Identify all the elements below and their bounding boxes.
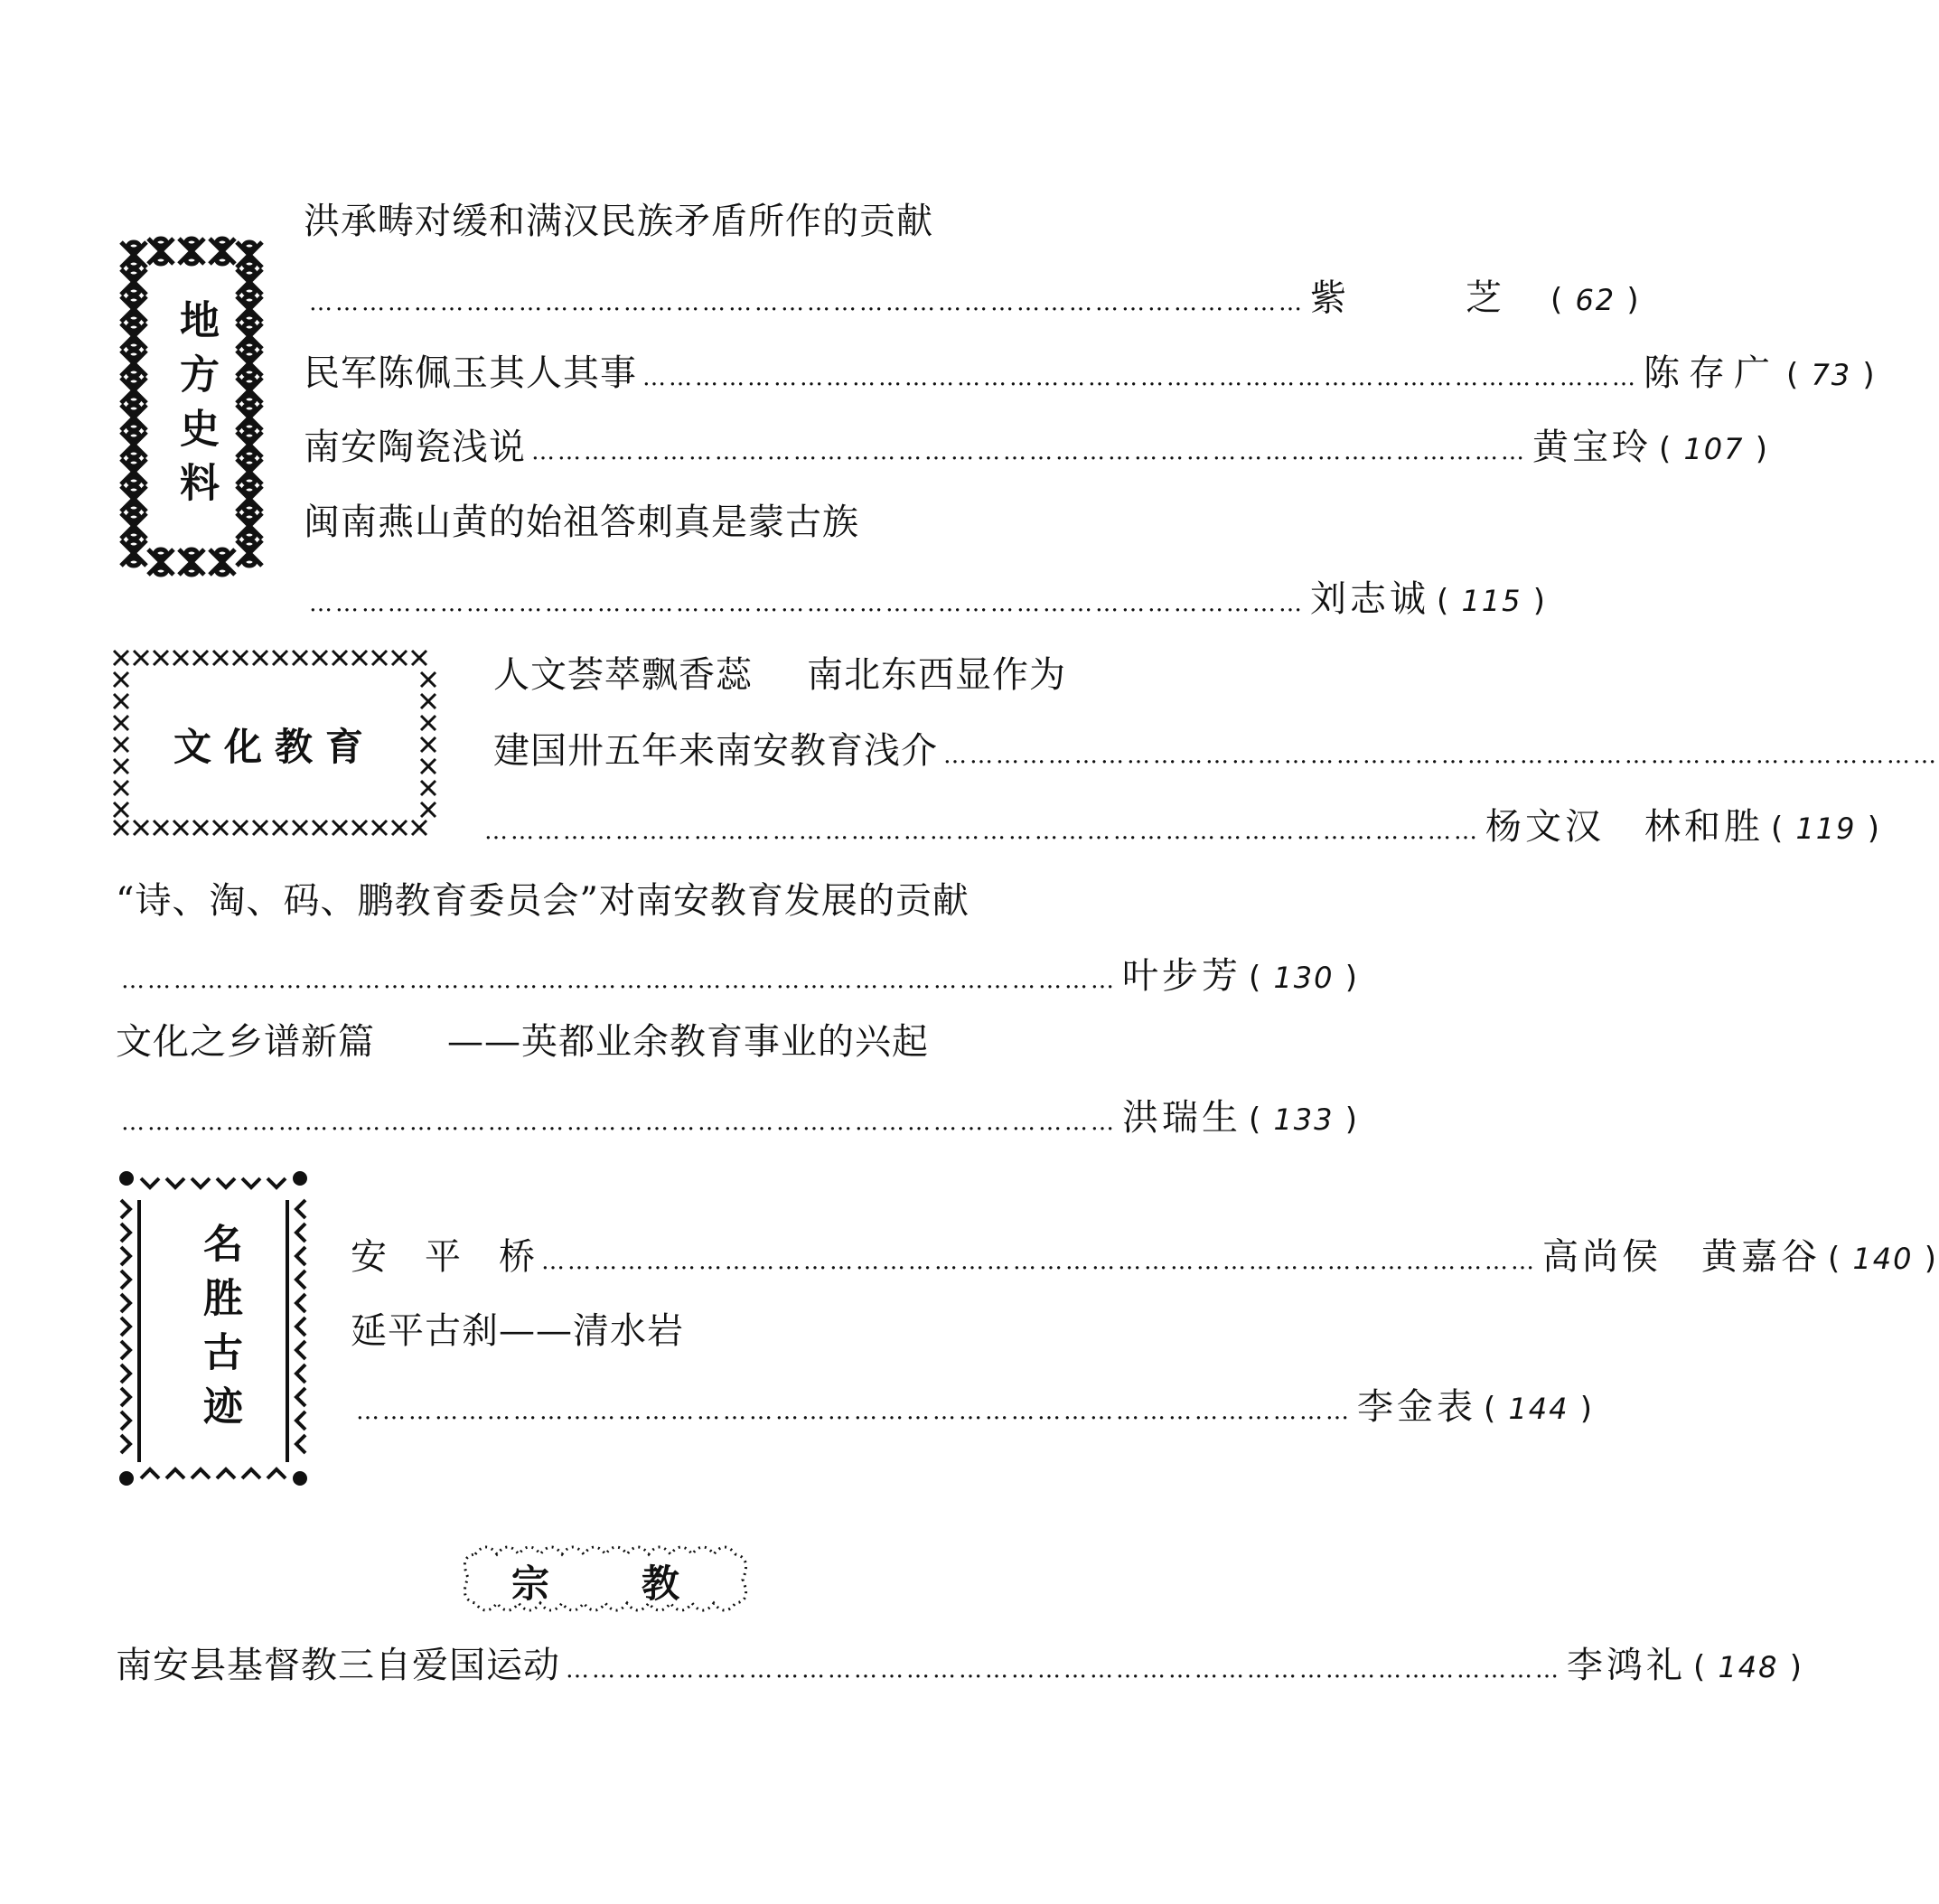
toc-entry[interactable] [493, 728, 1939, 774]
entry-page: ( 144 ) [1484, 1391, 1594, 1427]
entry-title: 延平古刹——清水岩 [351, 1310, 684, 1352]
dot-leader: …………………………………………………………………………………………………… [541, 1248, 1537, 1275]
entry-page: ( 148 ) [1693, 1649, 1803, 1685]
entry-author: 叶步芳 [1122, 955, 1241, 997]
entry-title: 闽南燕山黄的始祖答刺真是蒙古族 [304, 502, 859, 543]
section-title: 地方史料 [173, 299, 219, 516]
toc-entry[interactable] [116, 1643, 1803, 1688]
entry-page: ( 115 ) [1437, 583, 1547, 619]
toc-entry-leader[interactable] [351, 1384, 1594, 1430]
entry-page: ( 73 ) [1786, 357, 1877, 393]
section-title: 宗 教 [511, 1562, 685, 1606]
entry-author: 刘志诚 [1310, 578, 1429, 620]
dot-leader: …………………………………………………………………………………………………… [121, 1109, 1117, 1136]
dot-leader: …………………………………………………………………………………………………… [566, 1656, 1561, 1684]
toc-entry[interactable] [493, 652, 1126, 698]
section-title: 文化教育 [173, 725, 376, 769]
toc-entry[interactable] [116, 878, 1110, 924]
entry-page: ( 130 ) [1249, 960, 1359, 996]
entry-title: “诗、淘、码、鹏教育委员会”对南安教育发展的贡献 [116, 880, 970, 922]
dot-leader: …………………………………………………………………………………………………… [121, 967, 1117, 994]
entry-title: 南安县基督教三自爱国运动 [116, 1645, 560, 1686]
dot-leader: …………………………………………………………………………………………………… [356, 1398, 1352, 1425]
toc-entry[interactable] [304, 500, 1117, 545]
dot-leader: …………………………………………………………………………………………………… [309, 590, 1305, 617]
entry-page: ( 119 ) [1771, 811, 1881, 847]
entry-author: 杨文汉 林和胜 [1485, 806, 1764, 848]
entry-title: 洪承畴对缓和满汉民族矛盾所作的贡献 [304, 201, 933, 242]
dot-leader: …………………………………………………………………………………………………… [642, 364, 1638, 391]
section-heading-scenic-sites [114, 1164, 313, 1493]
toc-entry-leader[interactable] [479, 804, 1881, 849]
toc-entry[interactable] [116, 1019, 1110, 1065]
dot-leader: …………………………………………………………………………………………………… [531, 438, 1527, 465]
entry-page: ( 133 ) [1249, 1102, 1359, 1138]
section-title: 名胜古迹 [196, 1223, 242, 1440]
entry-title-c: 建国卅五年来南安教育浅介 [493, 730, 938, 772]
toc-entry[interactable] [304, 425, 1769, 470]
entry-title: 安 平 桥 [351, 1236, 536, 1278]
entry-title-a: 文化之乡谱新篇 [116, 1021, 375, 1063]
toc-entry-leader[interactable] [116, 1095, 1359, 1140]
entry-author: 陈存广 [1644, 352, 1779, 394]
section-heading-religion [457, 1527, 739, 1627]
section-heading-culture-education [112, 647, 437, 839]
dot-leader: …………………………………………………………………………………………………… [484, 818, 1480, 845]
entry-author: 黄宝玲 [1532, 427, 1652, 468]
toc-entry[interactable] [304, 199, 1117, 244]
toc-entry-leader[interactable] [304, 276, 1641, 321]
entry-author: 李金表 [1357, 1386, 1476, 1428]
toc-entry[interactable] [304, 351, 1877, 396]
entry-title-b: 南北东西显作为 [807, 654, 1066, 696]
entry-author: 高尚侯 黄嘉谷 [1542, 1236, 1821, 1278]
entry-title-a: 人文荟萃飘香蕊 [493, 654, 753, 696]
dot-leader: …………………………………………………………………………………………………… [943, 742, 1939, 769]
entry-page: ( 140 ) [1828, 1241, 1938, 1277]
entry-author: 洪瑞生 [1122, 1097, 1241, 1139]
toc-entry-leader[interactable] [304, 577, 1547, 622]
toc-entry[interactable] [351, 1308, 1099, 1354]
entry-page: ( 107 ) [1659, 431, 1769, 467]
entry-title-b: ——英都业余教育事业的兴起 [447, 1021, 929, 1063]
toc-entry[interactable] [351, 1234, 1938, 1280]
dot-leader: …………………………………………………………………………………………………… [309, 289, 1305, 316]
entry-title: 南安陶瓷浅说 [304, 427, 526, 468]
section-heading-local-history [116, 233, 267, 582]
entry-page: ( 62 ) [1550, 282, 1641, 318]
toc-entry-leader[interactable] [116, 953, 1359, 999]
entry-author: 李鸿礼 [1567, 1645, 1686, 1686]
entry-author: 紫 芝 [1310, 277, 1543, 319]
entry-title: 民军陈佩玉其人其事 [304, 352, 637, 394]
